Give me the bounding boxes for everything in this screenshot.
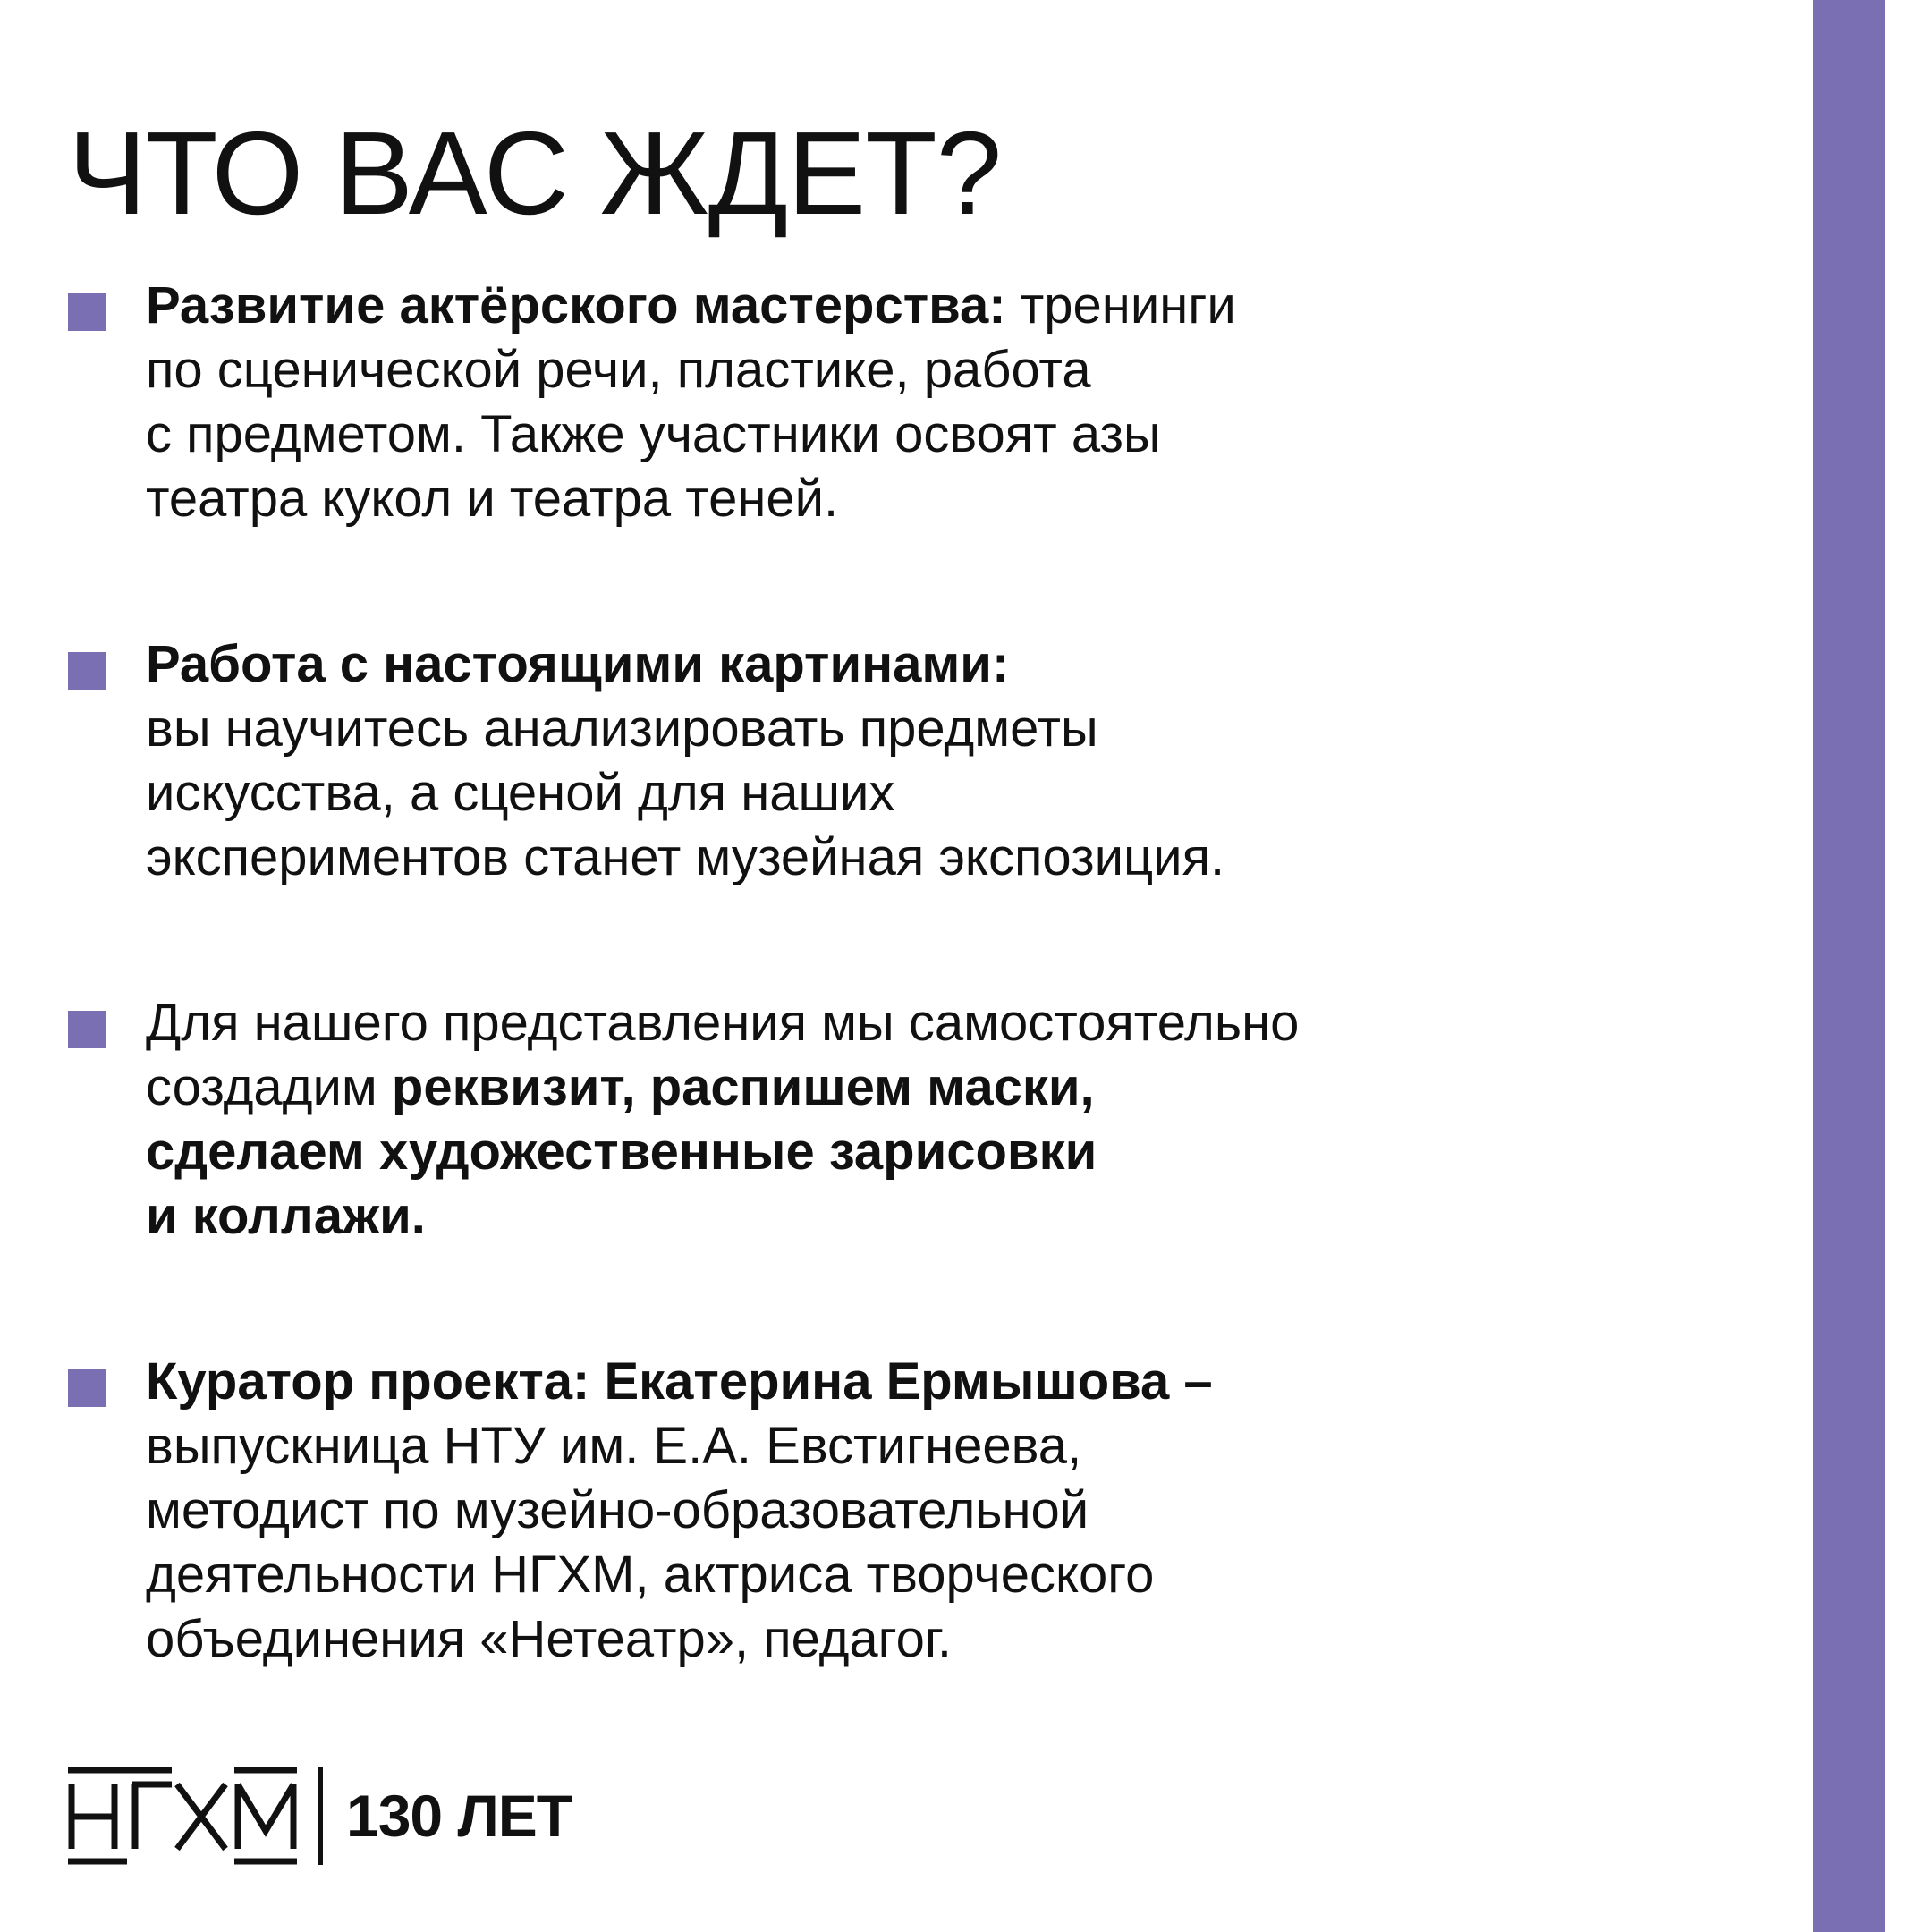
feature-text-bold: реквизит, распишем маски, [391, 1058, 1095, 1116]
footer [68, 1767, 572, 1865]
feature-text: Для нашего представления мы самостоятельно [146, 994, 1300, 1052]
feature-text: с предметом. Также участники освоят азы [146, 405, 1161, 463]
feature-list [68, 274, 1642, 1773]
feature-text-line [146, 1350, 1642, 1414]
feature-text-line [146, 761, 1642, 826]
feature-text-line [146, 1414, 1642, 1479]
square-bullet-icon [68, 1369, 106, 1407]
feature-text-line [146, 1120, 1642, 1184]
feature-text-line [146, 826, 1642, 890]
ngkhm-logo-icon [68, 1767, 297, 1865]
feature-text: экспериментов станет музейная экспозиция. [146, 828, 1225, 886]
feature-item [68, 991, 1642, 1249]
page-title: ЧТО ВАС ЖДЕТ? [68, 107, 1002, 239]
feature-text-line [146, 1543, 1642, 1607]
feature-text: по сценической речи, пластике, работа [146, 341, 1091, 399]
feature-item [68, 274, 1642, 531]
feature-text-bold: Куратор проекта: Екатерина Ермышова – [146, 1352, 1213, 1411]
feature-text: методист по музейно-образовательной [146, 1481, 1089, 1539]
square-bullet-icon [68, 1011, 106, 1048]
feature-text: объединения «Нетеатр», педагог. [146, 1610, 953, 1668]
square-bullet-icon [68, 652, 106, 690]
feature-text-line [146, 1055, 1642, 1120]
accent-side-stripe [1813, 0, 1885, 1932]
feature-text: создадим [146, 1058, 392, 1116]
feature-text-line [146, 1479, 1642, 1543]
feature-text-line [146, 338, 1642, 402]
feature-item [68, 1350, 1642, 1672]
footer-divider [318, 1767, 323, 1865]
feature-text-line [146, 991, 1642, 1055]
feature-text-line [146, 632, 1642, 697]
feature-text: театра кукол и театра теней. [146, 470, 839, 528]
feature-text-bold: Развитие актёрского мастерства: [146, 276, 1006, 335]
feature-text-line [146, 697, 1642, 761]
anniversary-label: 130 ЛЕТ [346, 1783, 572, 1849]
feature-item [68, 632, 1642, 890]
feature-text-bold: и коллажи. [146, 1187, 426, 1245]
feature-text-line [146, 467, 1642, 531]
feature-text-line [146, 274, 1642, 338]
feature-text-bold: сделаем художественные зарисовки [146, 1123, 1097, 1181]
feature-text: искусства, а сценой для наших [146, 764, 895, 822]
feature-text: вы научитесь анализировать предметы [146, 699, 1098, 758]
feature-text-line [146, 402, 1642, 467]
feature-text: выпускница НТУ им. Е.А. Евстигнеева, [146, 1417, 1082, 1475]
feature-text-line [146, 1184, 1642, 1249]
feature-text: деятельности НГХМ, актриса творческого [146, 1546, 1155, 1604]
feature-text-line [146, 1607, 1642, 1672]
feature-text: тренинги [1005, 276, 1236, 335]
square-bullet-icon [68, 293, 106, 331]
feature-text-bold: Работа с настоящими картинами: [146, 635, 1010, 693]
